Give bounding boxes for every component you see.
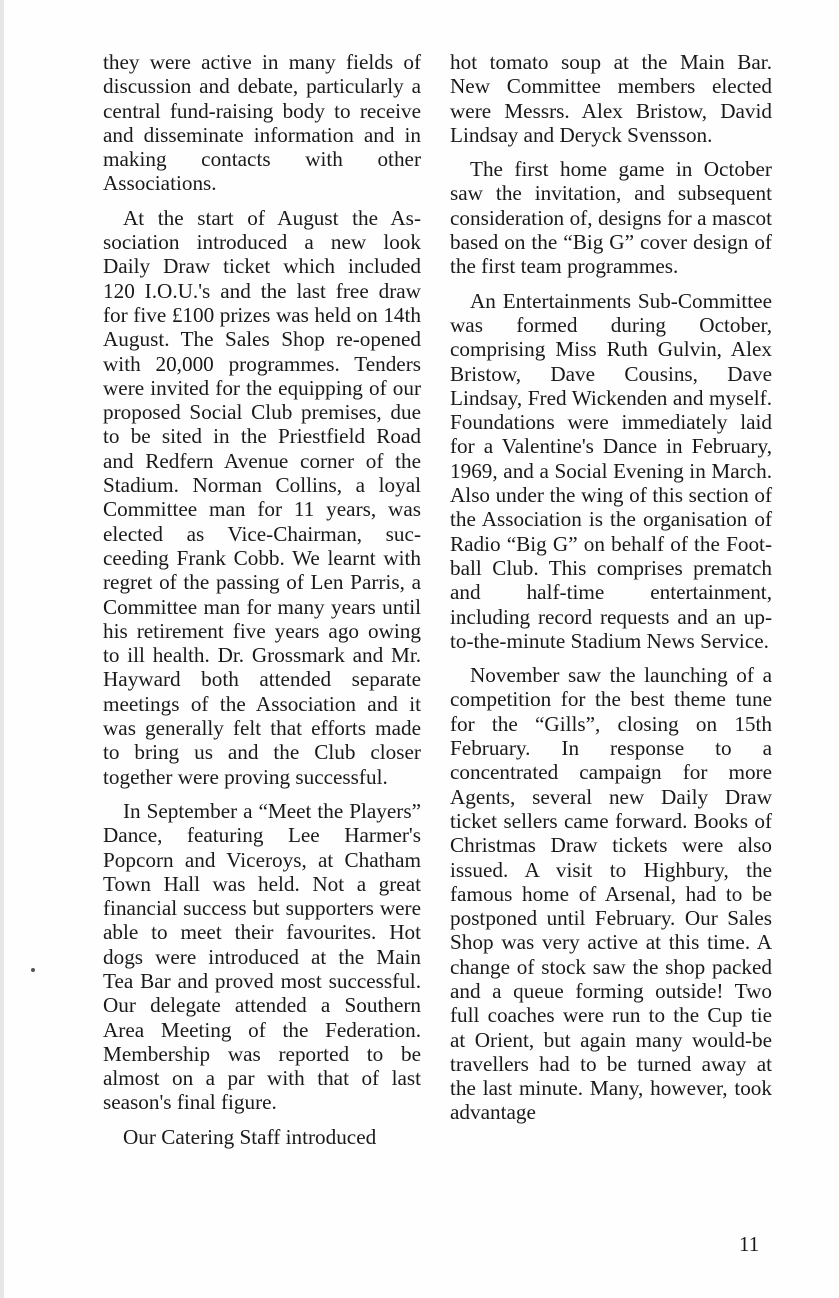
paragraph: Our Catering Staff introduced xyxy=(123,1124,377,1149)
paragraph: hot tomato soup at the Main Bar. New Committee members elected were Messrs. Alex Bristow, David Lindsay and Deryck Svensson. xyxy=(450,50,772,147)
paragraph: they were active in many fields of discussion and debate, particularly a central fund-raising body to receive and disseminate information and in making contacts with other Associations. xyxy=(103,50,421,196)
paragraph: At the start of August the Association introduced a new look Daily Draw ticket which included 120 I.O.U.'s and the last free draw for five £100 prizes was held on 14th August. The Sales Shop re-opened with 20,000 programmes. Tenders were invited for the equipping of our proposed Social Club premises, due to be sited in the Priestfield Road and Redfern Avenue corner of the Stadium. Norman Collins, a loyal Committee man for 11 years, was elected as Vice-Chairman, succeeding Frank Cobb. We learnt with regret of the passing of Len Parris, a Committee man for many years until his retirement five years ago owing to ill health. Dr. Grossmark and Mr. Hayward both attended separate meetings of the Association and it was generally felt that efforts made to bring us and the Club closer together were proving successful. xyxy=(103,205,421,789)
page-number: 11 xyxy=(739,1232,760,1256)
paragraph: In September a “Meet the Players” Dance, featuring Lee Harmer's Popcorn and Viceroys, at Chatham Town Hall was held. Not a great financial success but supporters were able to meet their favourites. Hot dogs were introduced at the Main Tea Bar and proved most successful. Our delegate attended a Southern Area Meeting of the Federation. Membership was reported to be almost on a par with that of last season's final figure. xyxy=(103,798,421,1115)
paragraph: The first home game in October saw the invitation, and subsequent consideration of, designs for a mascot based on the “Big G” cover design of the first team programmes. xyxy=(450,157,772,279)
left-text-column xyxy=(103,50,421,1159)
page-edge xyxy=(0,0,4,1298)
paragraph: November saw the launching of a competition for the best theme tune for the “Gills”, closing on 15th February. In response to a concentrated campaign for more Agents, several new Daily Draw ticket sellers came forward. Books of Christmas Draw tickets were also issued. A visit to Highbury, the famous home of Arsenal, had to be postponed until February. Our Sales Shop was very active at this time. A change of stock saw the shop packed and a queue forming outside! Two full coaches were run to the Cup tie at Orient, but again many would-be travellers had to be turned away at the last minute. Many, however, took advantage xyxy=(450,663,772,1125)
print-speck xyxy=(31,968,35,972)
right-text-column xyxy=(450,50,772,1135)
paragraph: An Entertainments Sub-Committee was formed during October, comprising Miss Ruth Gulvin, Alex Bristow, Dave Cousins, Dave Lindsay, Fred Wickenden and myself. Foundations were immediately laid for a Valentine's Dance in February, 1969, and a Social Evening in March. Also under the wing of this section of the Association is the organisation of Radio “Big G” on behalf of the Football Club. This comprises prematch and half-time entertainment, including record requests and an up-to-the-minute Stadium News Service. xyxy=(450,288,772,653)
